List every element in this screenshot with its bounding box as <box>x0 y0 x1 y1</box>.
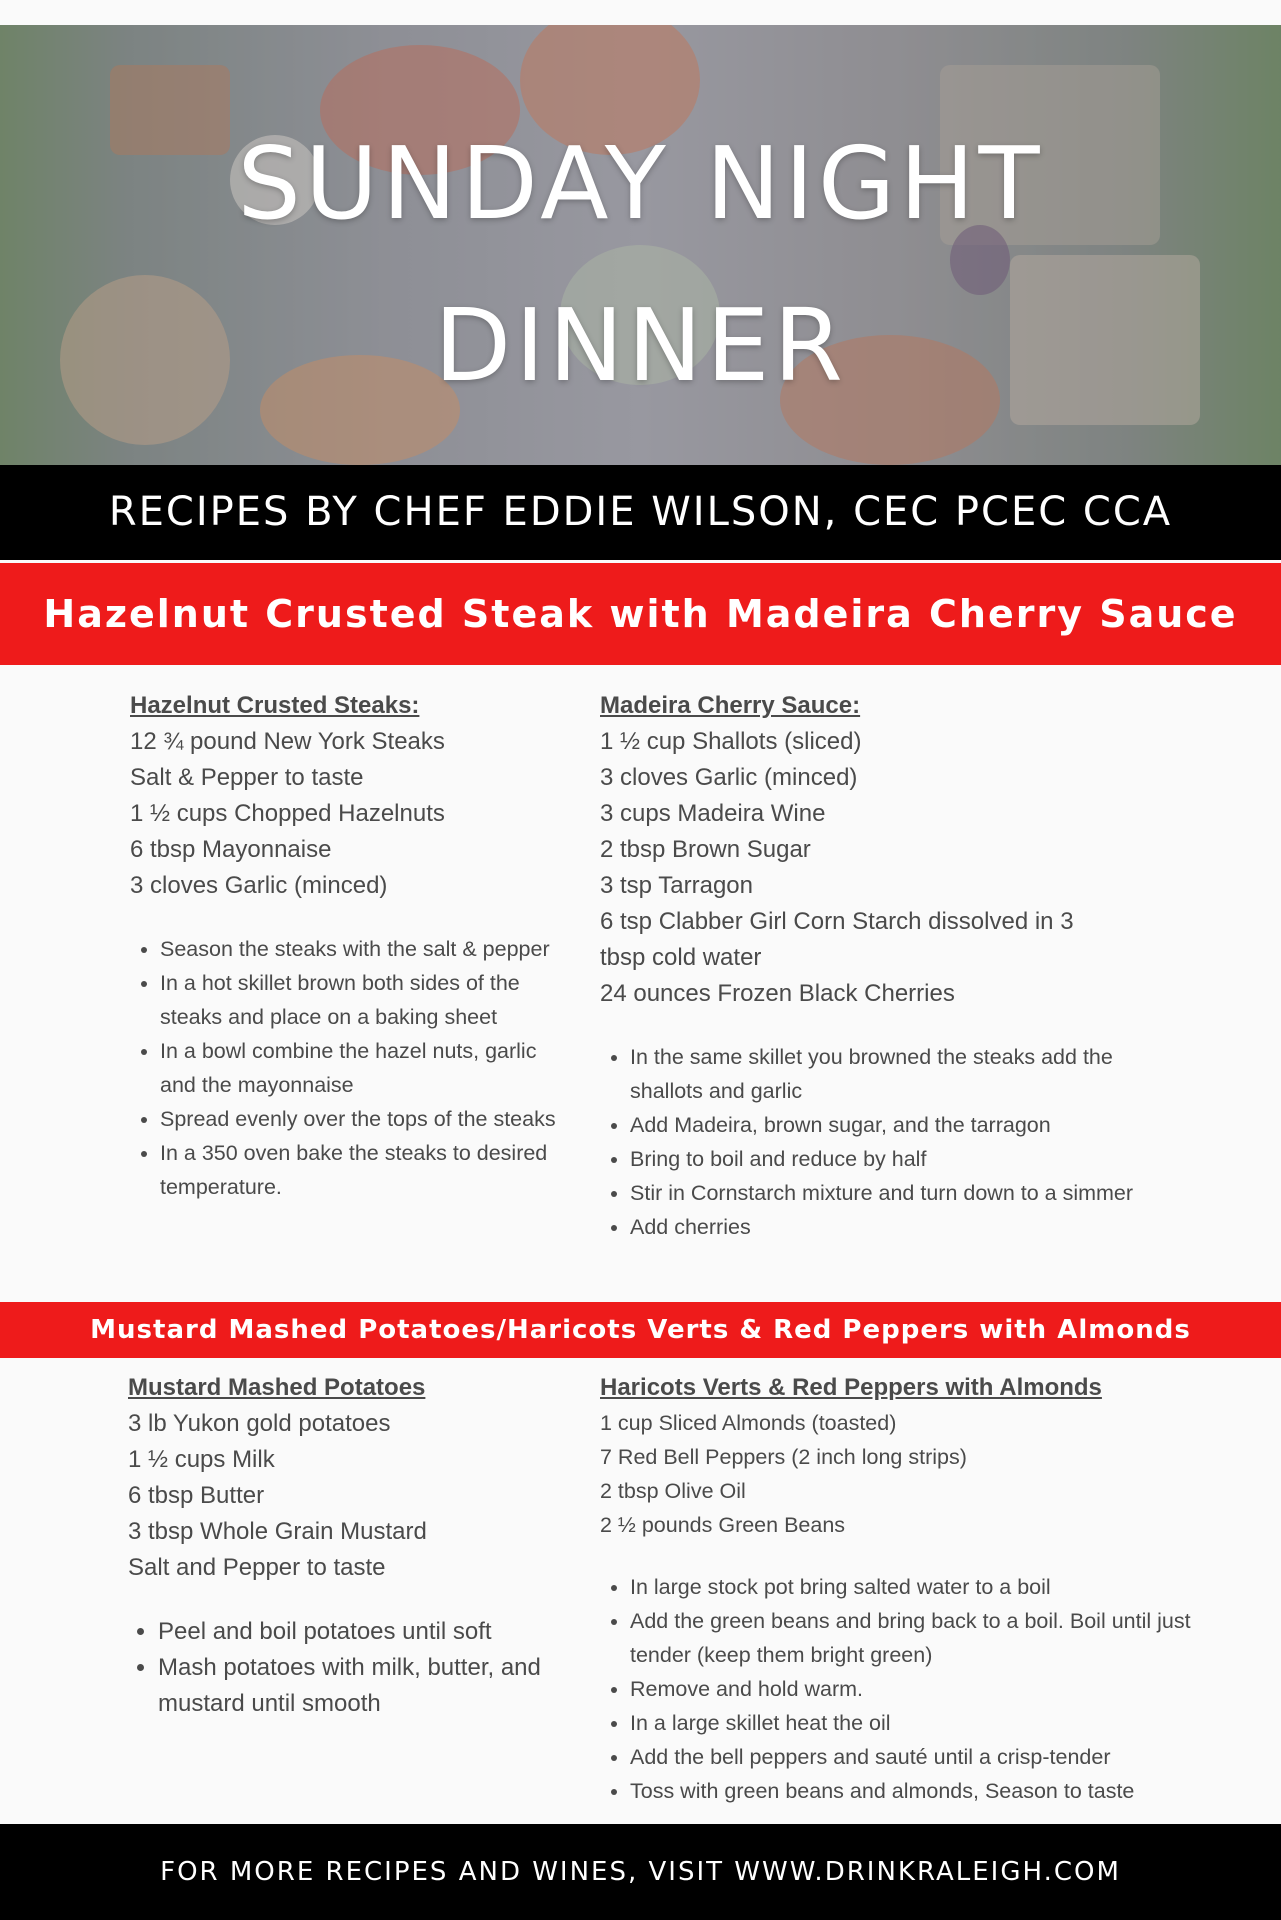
step-item: • In a bowl combine the hazel nuts, garlic and the mayonnaise <box>160 1034 570 1102</box>
ingredient-line: 12 ¾ pound New York Steaks <box>130 728 445 755</box>
ingredient-line: 3 tsp Tarragon <box>600 872 753 899</box>
step-item: • In a hot skillet brown both sides of the steaks and place on a baking sheet <box>160 966 570 1034</box>
steaks-recipe-column <box>130 688 570 1204</box>
step-item: • Mash potatoes with milk, butter, and mustard until smooth <box>158 1650 588 1722</box>
sauce-steps-list <box>600 1040 1140 1244</box>
ingredient-line: 2 tbsp Olive Oil <box>600 1479 746 1503</box>
ingredient-line: 24 ounces Frozen Black Cherries <box>600 980 955 1007</box>
ingredient-line: 3 cloves Garlic (minced) <box>600 764 858 791</box>
ingredient-line: 1 ½ cups Milk <box>128 1446 275 1473</box>
step-item: • Add cherries <box>630 1210 1140 1244</box>
chef-credit-banner: RECIPES BY CHEF EDDIE WILSON, CEC PCEC CCA <box>0 465 1281 560</box>
ingredient-line: 2 ½ pounds Green Beans <box>600 1513 846 1537</box>
steaks-heading: Hazelnut Crusted Steaks: <box>130 692 420 719</box>
ingredient-line: 3 tbsp Whole Grain Mustard <box>128 1518 427 1545</box>
step-item: • Bring to boil and reduce by half <box>630 1142 1140 1176</box>
section1-title: Hazelnut Crusted Steak with Madeira Cherry Sauce <box>0 563 1281 665</box>
potatoes-steps-list <box>128 1614 588 1722</box>
section2-title: Mustard Mashed Potatoes/Haricots Verts & Red Peppers with Almonds <box>0 1302 1281 1358</box>
ingredient-line: 1 cup Sliced Almonds (toasted) <box>600 1411 897 1435</box>
step-item: • Stir in Cornstarch mixture and turn down to a simmer <box>630 1176 1140 1210</box>
steaks-steps-list <box>130 932 570 1204</box>
step-item: • Add the bell peppers and sauté until a crisp-tender <box>630 1740 1200 1774</box>
potatoes-recipe-column <box>128 1370 588 1722</box>
ingredient-line: 3 lb Yukon gold potatoes <box>128 1410 391 1437</box>
step-item: • Add Madeira, brown sugar, and the tarragon <box>630 1108 1140 1142</box>
step-item: • In a 350 oven bake the steaks to desired temperature. <box>160 1136 570 1204</box>
ingredient-line: 3 cups Madeira Wine <box>600 800 826 827</box>
step-item: • In large stock pot bring salted water to a boil <box>630 1570 1200 1604</box>
sauce-recipe-column <box>600 688 1140 1244</box>
step-item: • Season the steaks with the salt & pepper <box>160 932 570 966</box>
step-item: • In the same skillet you browned the steaks add the shallots and garlic <box>630 1040 1140 1108</box>
step-item: • Peel and boil potatoes until soft <box>158 1614 588 1650</box>
ingredient-line: 1 ½ cups Chopped Hazelnuts <box>130 800 445 827</box>
potatoes-heading: Mustard Mashed Potatoes <box>128 1374 426 1401</box>
ingredient-line: 6 tsp Clabber Girl Corn Starch dissolved in 3 tbsp cold water <box>600 908 1074 971</box>
ingredient-line: 3 cloves Garlic (minced) <box>130 872 388 899</box>
ingredient-line: 7 Red Bell Peppers (2 inch long strips) <box>600 1445 967 1469</box>
step-item: • Remove and hold warm. <box>630 1672 1200 1706</box>
ingredient-line: 6 tbsp Butter <box>128 1482 265 1509</box>
step-item: • Spread evenly over the tops of the steaks <box>160 1102 570 1136</box>
ingredient-line: Salt and Pepper to taste <box>128 1554 386 1581</box>
footer-website-banner: FOR MORE RECIPES AND WINES, VISIT WWW.DRINKRALEIGH.COM <box>0 1824 1281 1920</box>
ingredient-line: 6 tbsp Mayonnaise <box>130 836 332 863</box>
hero-food-photo <box>0 25 1281 465</box>
sauce-heading: Madeira Cherry Sauce: <box>600 692 861 719</box>
step-item: • Add the green beans and bring back to a boil. Boil until just tender (keep them bright green) <box>630 1604 1200 1672</box>
hero-title-line2: DINNER <box>434 287 847 404</box>
green-beans-steps-list <box>600 1570 1200 1808</box>
ingredient-line: Salt & Pepper to taste <box>130 764 364 791</box>
step-item: • Toss with green beans and almonds, Season to taste <box>630 1774 1200 1808</box>
green-beans-recipe-column <box>600 1370 1200 1808</box>
ingredient-line: 2 tbsp Brown Sugar <box>600 836 811 863</box>
hero-title-line1: SUNDAY NIGHT <box>237 125 1044 242</box>
ingredient-line: 1 ½ cup Shallots (sliced) <box>600 728 862 755</box>
green-beans-heading: Haricots Verts & Red Peppers with Almonds <box>600 1374 1102 1401</box>
step-item: • In a large skillet heat the oil <box>630 1706 1200 1740</box>
